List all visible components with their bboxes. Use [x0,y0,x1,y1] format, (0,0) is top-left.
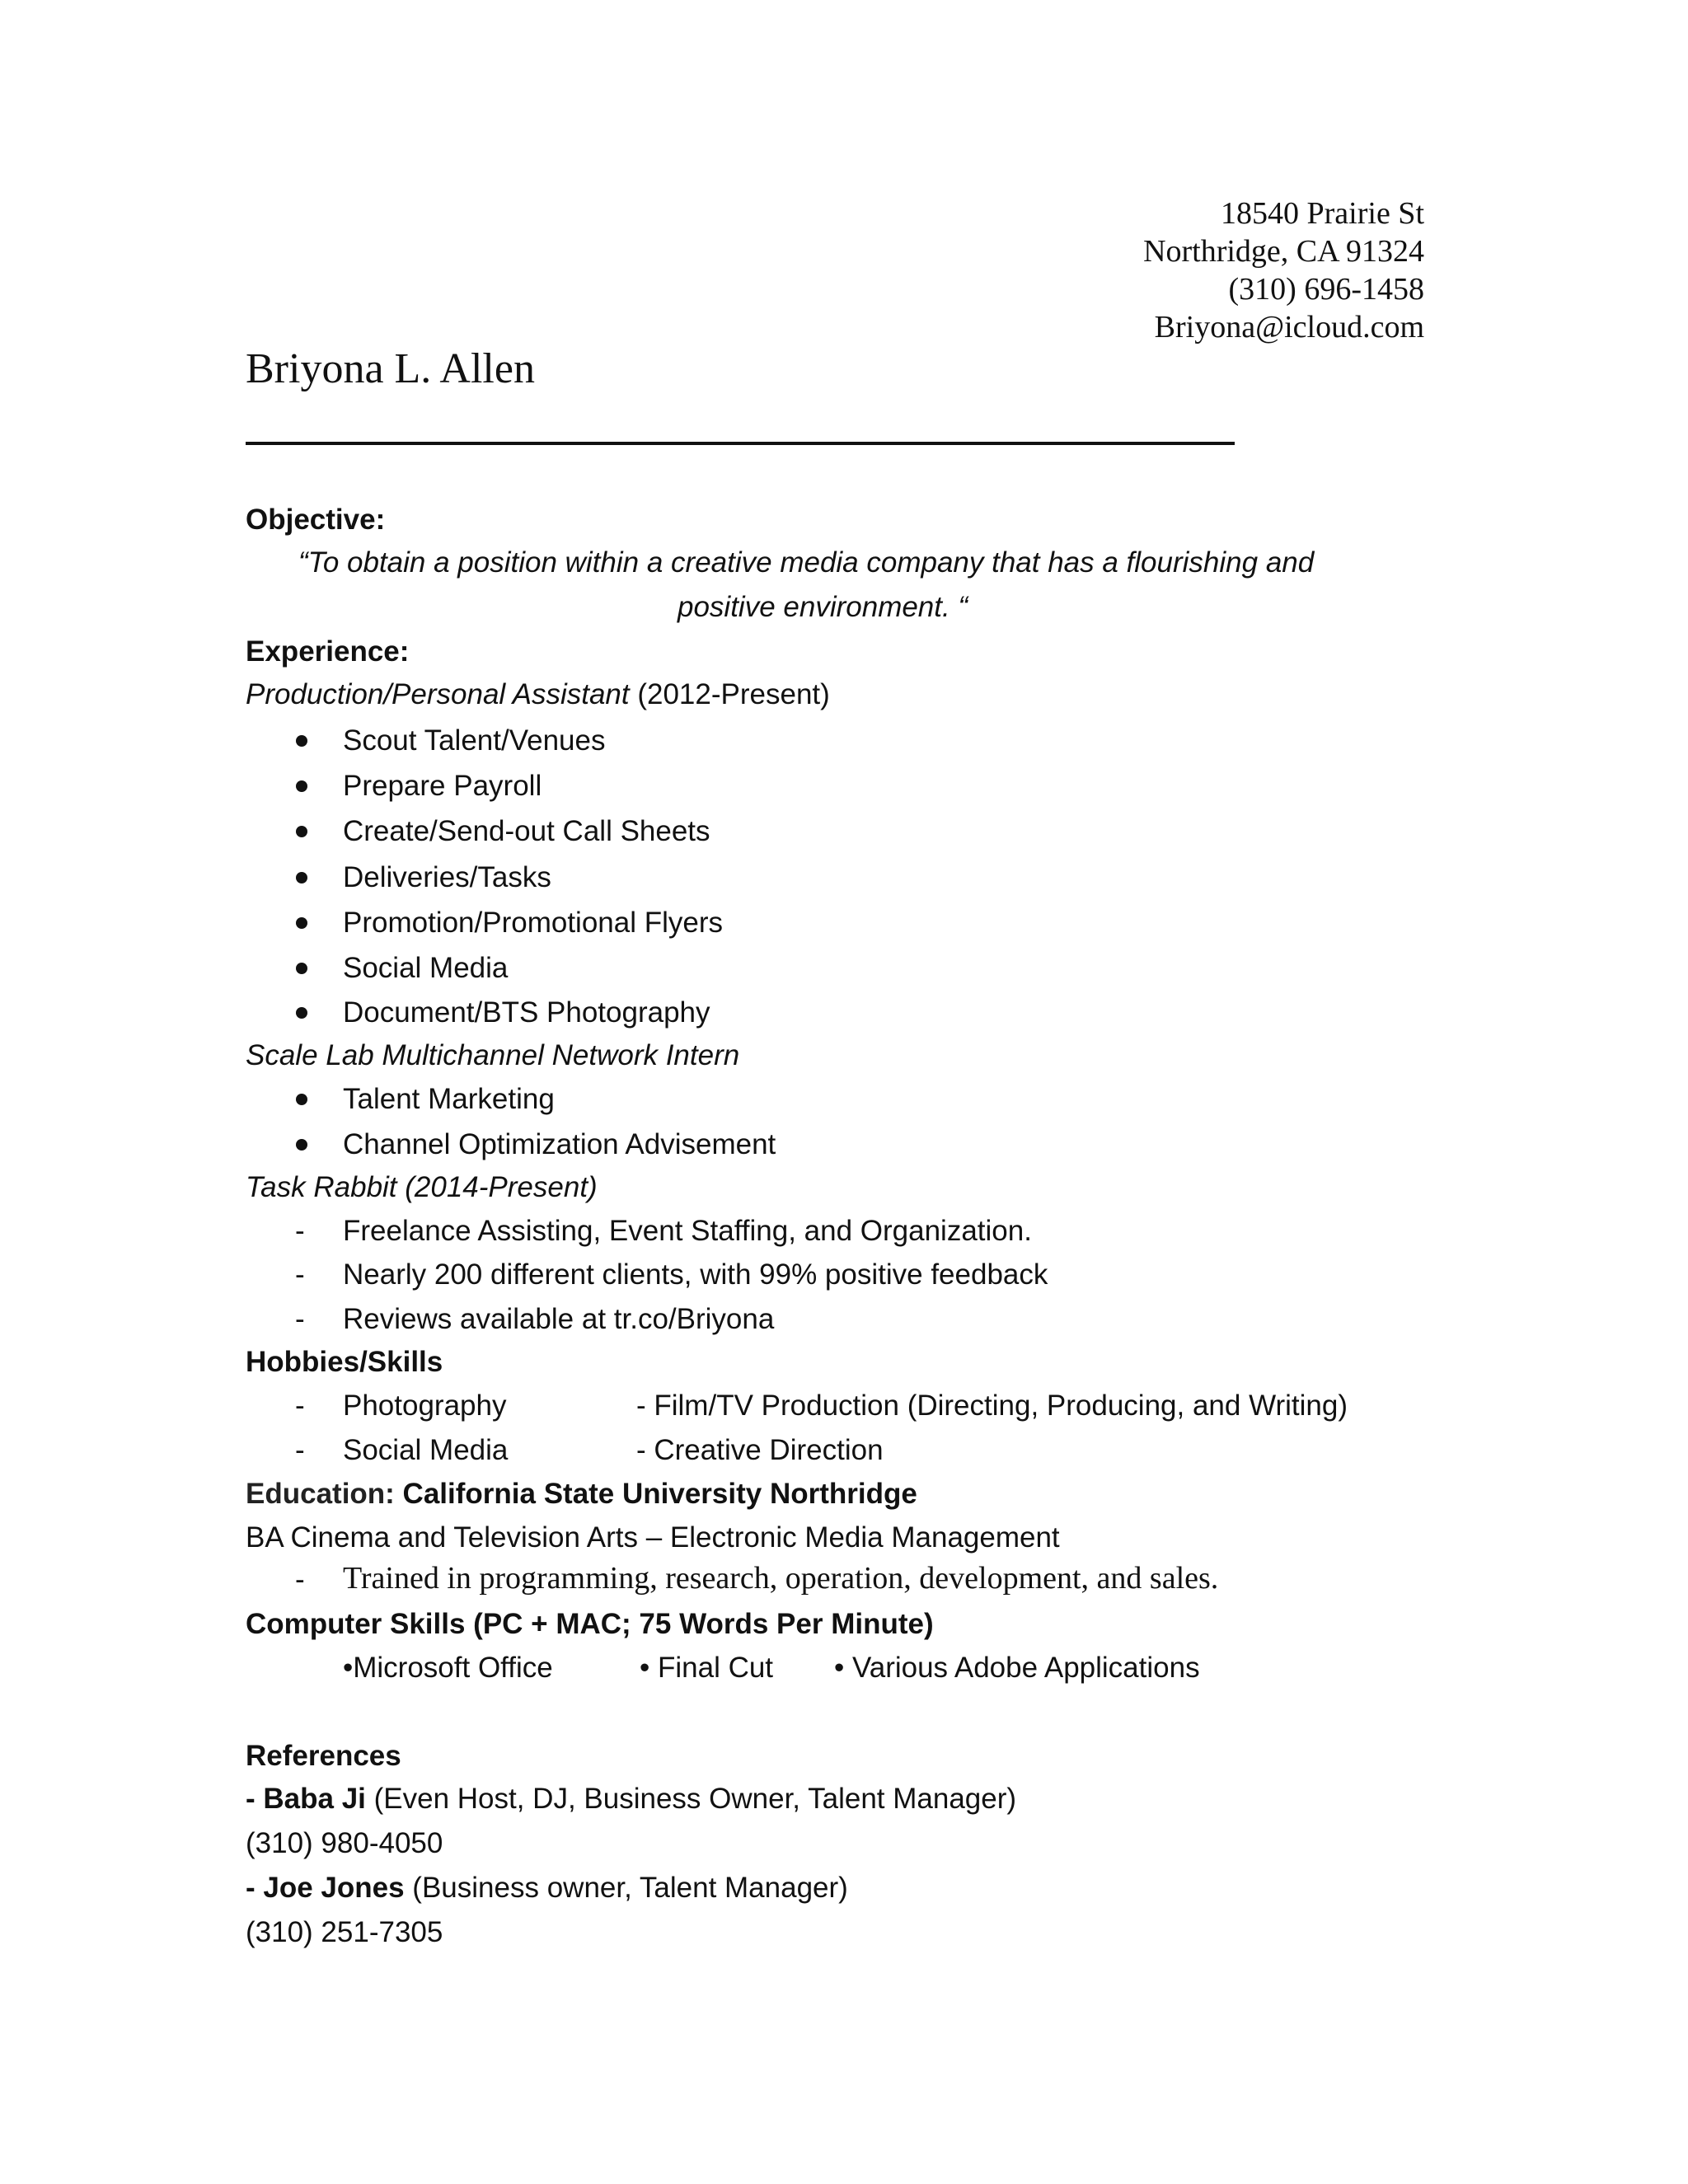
job-2-title: Scale Lab Multichannel Network Intern [246,1039,740,1071]
job-1-item: Deliveries/Tasks [343,861,551,893]
computer-skill: •Microsoft Office [343,1652,553,1684]
dash-marker: - [295,1258,305,1291]
job-1-item: Document/BTS Photography [343,996,710,1029]
name-underline [246,442,1235,445]
contact-email: Briyona@icloud.com [1154,310,1424,344]
reference-1-name: - Baba Ji [246,1783,366,1815]
hobby-right: - Film/TV Production (Directing, Producing, and Writing) [636,1390,1348,1422]
reference-2-phone: (310) 251-7305 [246,1916,443,1948]
reference-1 [246,1782,1016,1816]
education-label: Education: [246,1478,395,1510]
objective-heading: Objective: [246,504,386,536]
contact-block [1143,194,1424,346]
job-3-item: Freelance Assisting, Event Staffing, and Organization. [343,1215,1032,1247]
job-3-title: Task Rabbit (2014-Present) [246,1171,598,1203]
hobbies-heading: Hobbies/Skills [246,1346,443,1378]
job-3-item: Reviews available at tr.co/Briyona [343,1303,775,1335]
job-1-item: Create/Send-out Call Sheets [343,815,710,847]
dash-marker: - [295,1390,305,1422]
bullet-icon [296,780,307,792]
job-1-item: Promotion/Promotional Flyers [343,907,723,939]
job-1-item: Scout Talent/Venues [343,724,606,757]
dash-marker: - [295,1215,305,1247]
hobby-left: Social Media [343,1434,509,1466]
contact-phone: (310) 696-1458 [1228,272,1424,307]
reference-1-phone: (310) 980-4050 [246,1827,443,1859]
bullet-icon [296,872,307,883]
hobby-left: Photography [343,1390,507,1422]
dash-marker: - [295,1563,305,1596]
references-heading: References [246,1740,401,1772]
resume-name: Briyona L. Allen [246,345,535,392]
experience-heading: Experience: [246,635,410,668]
bullet-icon [296,1094,307,1105]
job-2-item: Channel Optimization Advisement [343,1128,776,1160]
job-3-item: Nearly 200 different clients, with 99% positive feedback [343,1258,1048,1291]
bullet-icon [296,1139,307,1151]
job-1-heading [246,677,830,712]
computer-skills-heading: Computer Skills (PC + MAC; 75 Words Per Minute) [246,1608,934,1640]
job-2-item: Talent Marketing [343,1083,555,1115]
contact-city: Northridge, CA 91324 [1143,234,1424,269]
bullet-icon [296,1007,307,1019]
job-1-dates: (2012-Present) [629,678,830,710]
objective-line-1: “To obtain a position within a creative media company that has a flourishing and [298,546,1315,579]
reference-2-name: - Joe Jones [246,1872,405,1904]
computer-skill: • Various Adobe Applications [834,1652,1200,1684]
education-detail: Trained in programming, research, operation, development, and sales. [343,1561,1219,1596]
reference-1-role: (Even Host, DJ, Business Owner, Talent Manager) [365,1783,1017,1815]
job-1-title: Production/Personal Assistant [246,678,630,710]
reference-2-role: (Business owner, Talent Manager) [404,1872,848,1904]
computer-skill: • Final Cut [640,1652,774,1684]
bullet-icon [296,826,307,837]
job-1-item: Prepare Payroll [343,770,542,802]
bullet-icon [296,963,307,974]
dash-marker: - [295,1303,305,1335]
bullet-icon [296,735,307,747]
job-1-item: Social Media [343,952,509,984]
dash-marker: - [295,1434,305,1466]
hobby-right: - Creative Direction [636,1434,884,1466]
bullet-icon [296,917,307,929]
objective-line-2: positive environment. “ [678,591,968,623]
education-degree: BA Cinema and Television Arts – Electronic Media Management [246,1521,1060,1554]
contact-street: 18540 Prairie St [1221,196,1424,231]
education-school: California State University Northridge [394,1478,917,1510]
education-heading [246,1477,917,1511]
reference-2 [246,1871,848,1905]
